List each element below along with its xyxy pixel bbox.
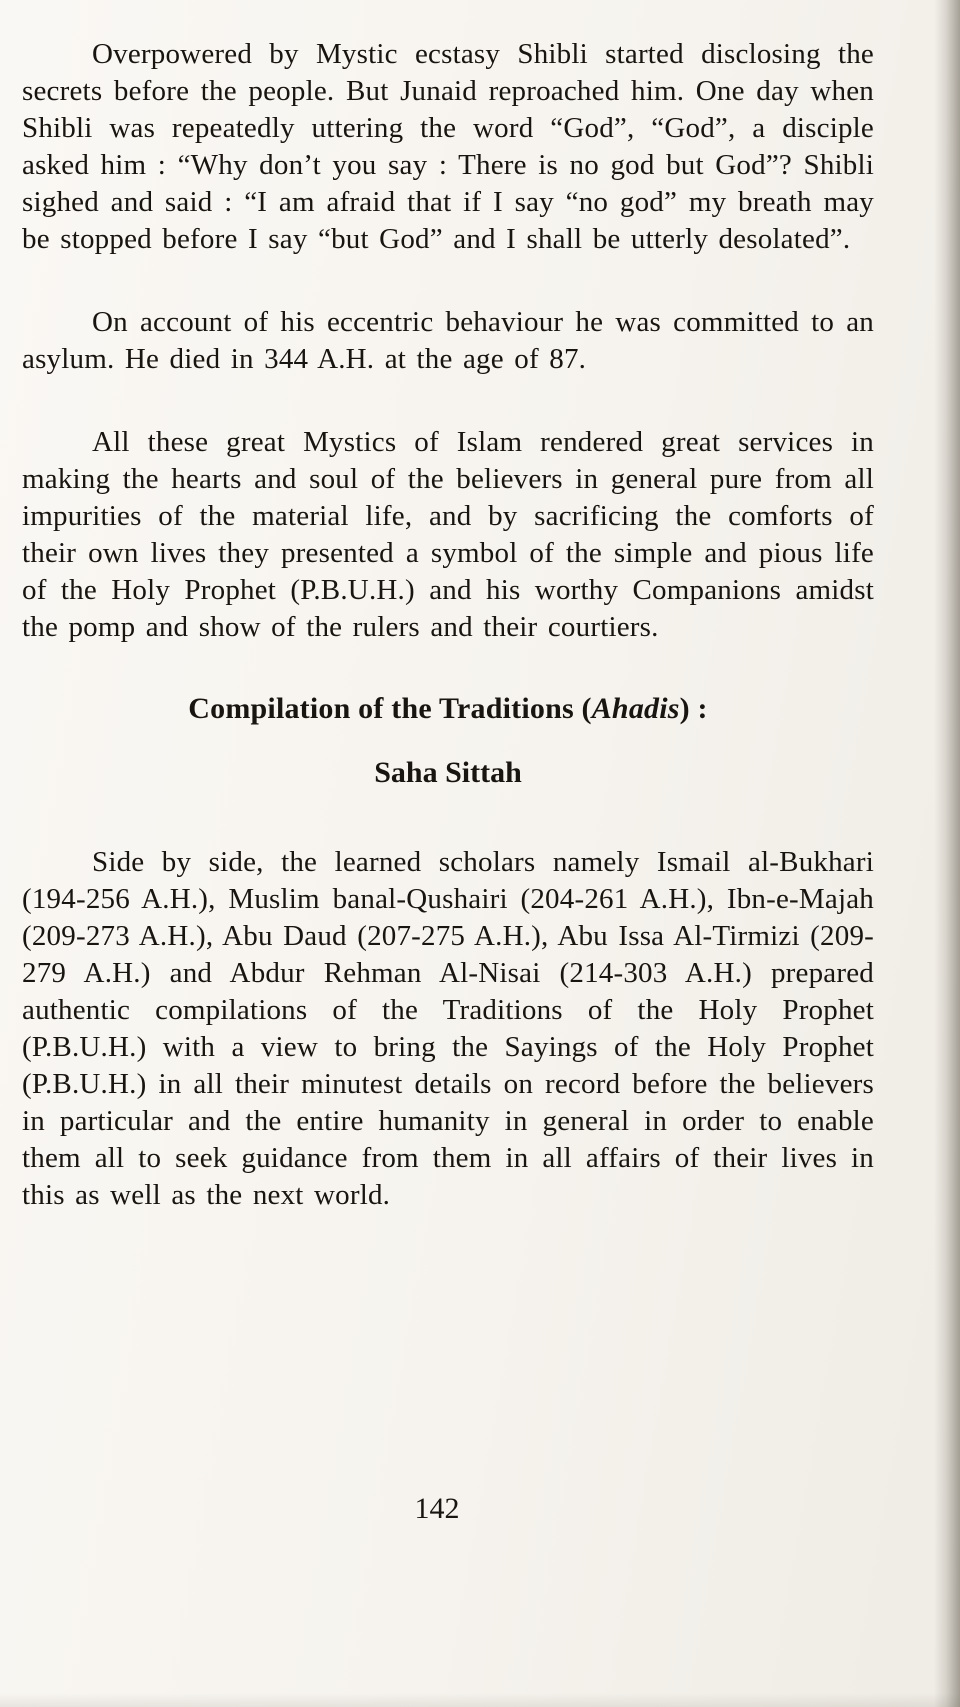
page-number: 142	[414, 1492, 460, 1525]
paragraph-mystics-services: All these great Mystics of Islam rendered great services in making the hearts and soul of the believers in general pure from all impurities of the material life, and by sacrificing the comforts of their own lives they presented a symbol of the simple and pious life of the Holy Prophet (P.B.U.H.) and his worthy Companions amidst the pomp and show of the rulers and their courtiers.	[22, 426, 874, 643]
scan-bottom-shadow	[0, 1693, 960, 1707]
heading-text-suffix: ) :	[679, 692, 708, 725]
paragraph-asylum-death: On account of his eccentric behaviour he was committed to an asylum. He died in 344 A.H. at the age of 87.	[22, 306, 874, 375]
paragraph-shibli-ecstasy: Overpowered by Mystic ecstasy Shibli started disclosing the secrets before the people. But Junaid reproached him. One day when Shibli was repeatedly uttering the word “God”, “God”, a disciple asked him : “Why don’t you say : There is no god but God”? Shibli sighed and said : “I am afraid that if I say “no god” my breath may be stopped before I say “but God” and I shall be utterly desolated”.	[22, 38, 874, 255]
scan-edge-shadow	[934, 0, 960, 1707]
paragraph-saha-sittah-scholars: Side by side, the learned scholars namely Ismail al-Bukhari (194-256 A.H.), Muslim banal-Qushairi (204-261 A.H.), Ibn-e-Majah (209-273 A.H.), Abu Daud (207-275 A.H.), Abu Issa Al-Tirmizi (209-279 A.H.) and Abdur Rehman Al-Nisai (214-303 A.H.) prepared authentic compilations of the Traditions of the Holy Prophet (P.B.U.H.) with a view to bring the Sayings of the Holy Prophet (P.B.U.H.) in all their minutest details on record before the believers in particular and the entire humanity in general in order to enable them all to seek guidance from them in all affairs of their lives in this as well as the next world.	[22, 846, 874, 1211]
heading-italic-word: Ahadis	[591, 692, 680, 725]
heading-text-prefix: Compilation of the Traditions (	[188, 692, 592, 725]
section-heading-compilation	[22, 692, 874, 726]
subsection-heading-saha-sittah: Saha Sittah	[374, 756, 522, 789]
